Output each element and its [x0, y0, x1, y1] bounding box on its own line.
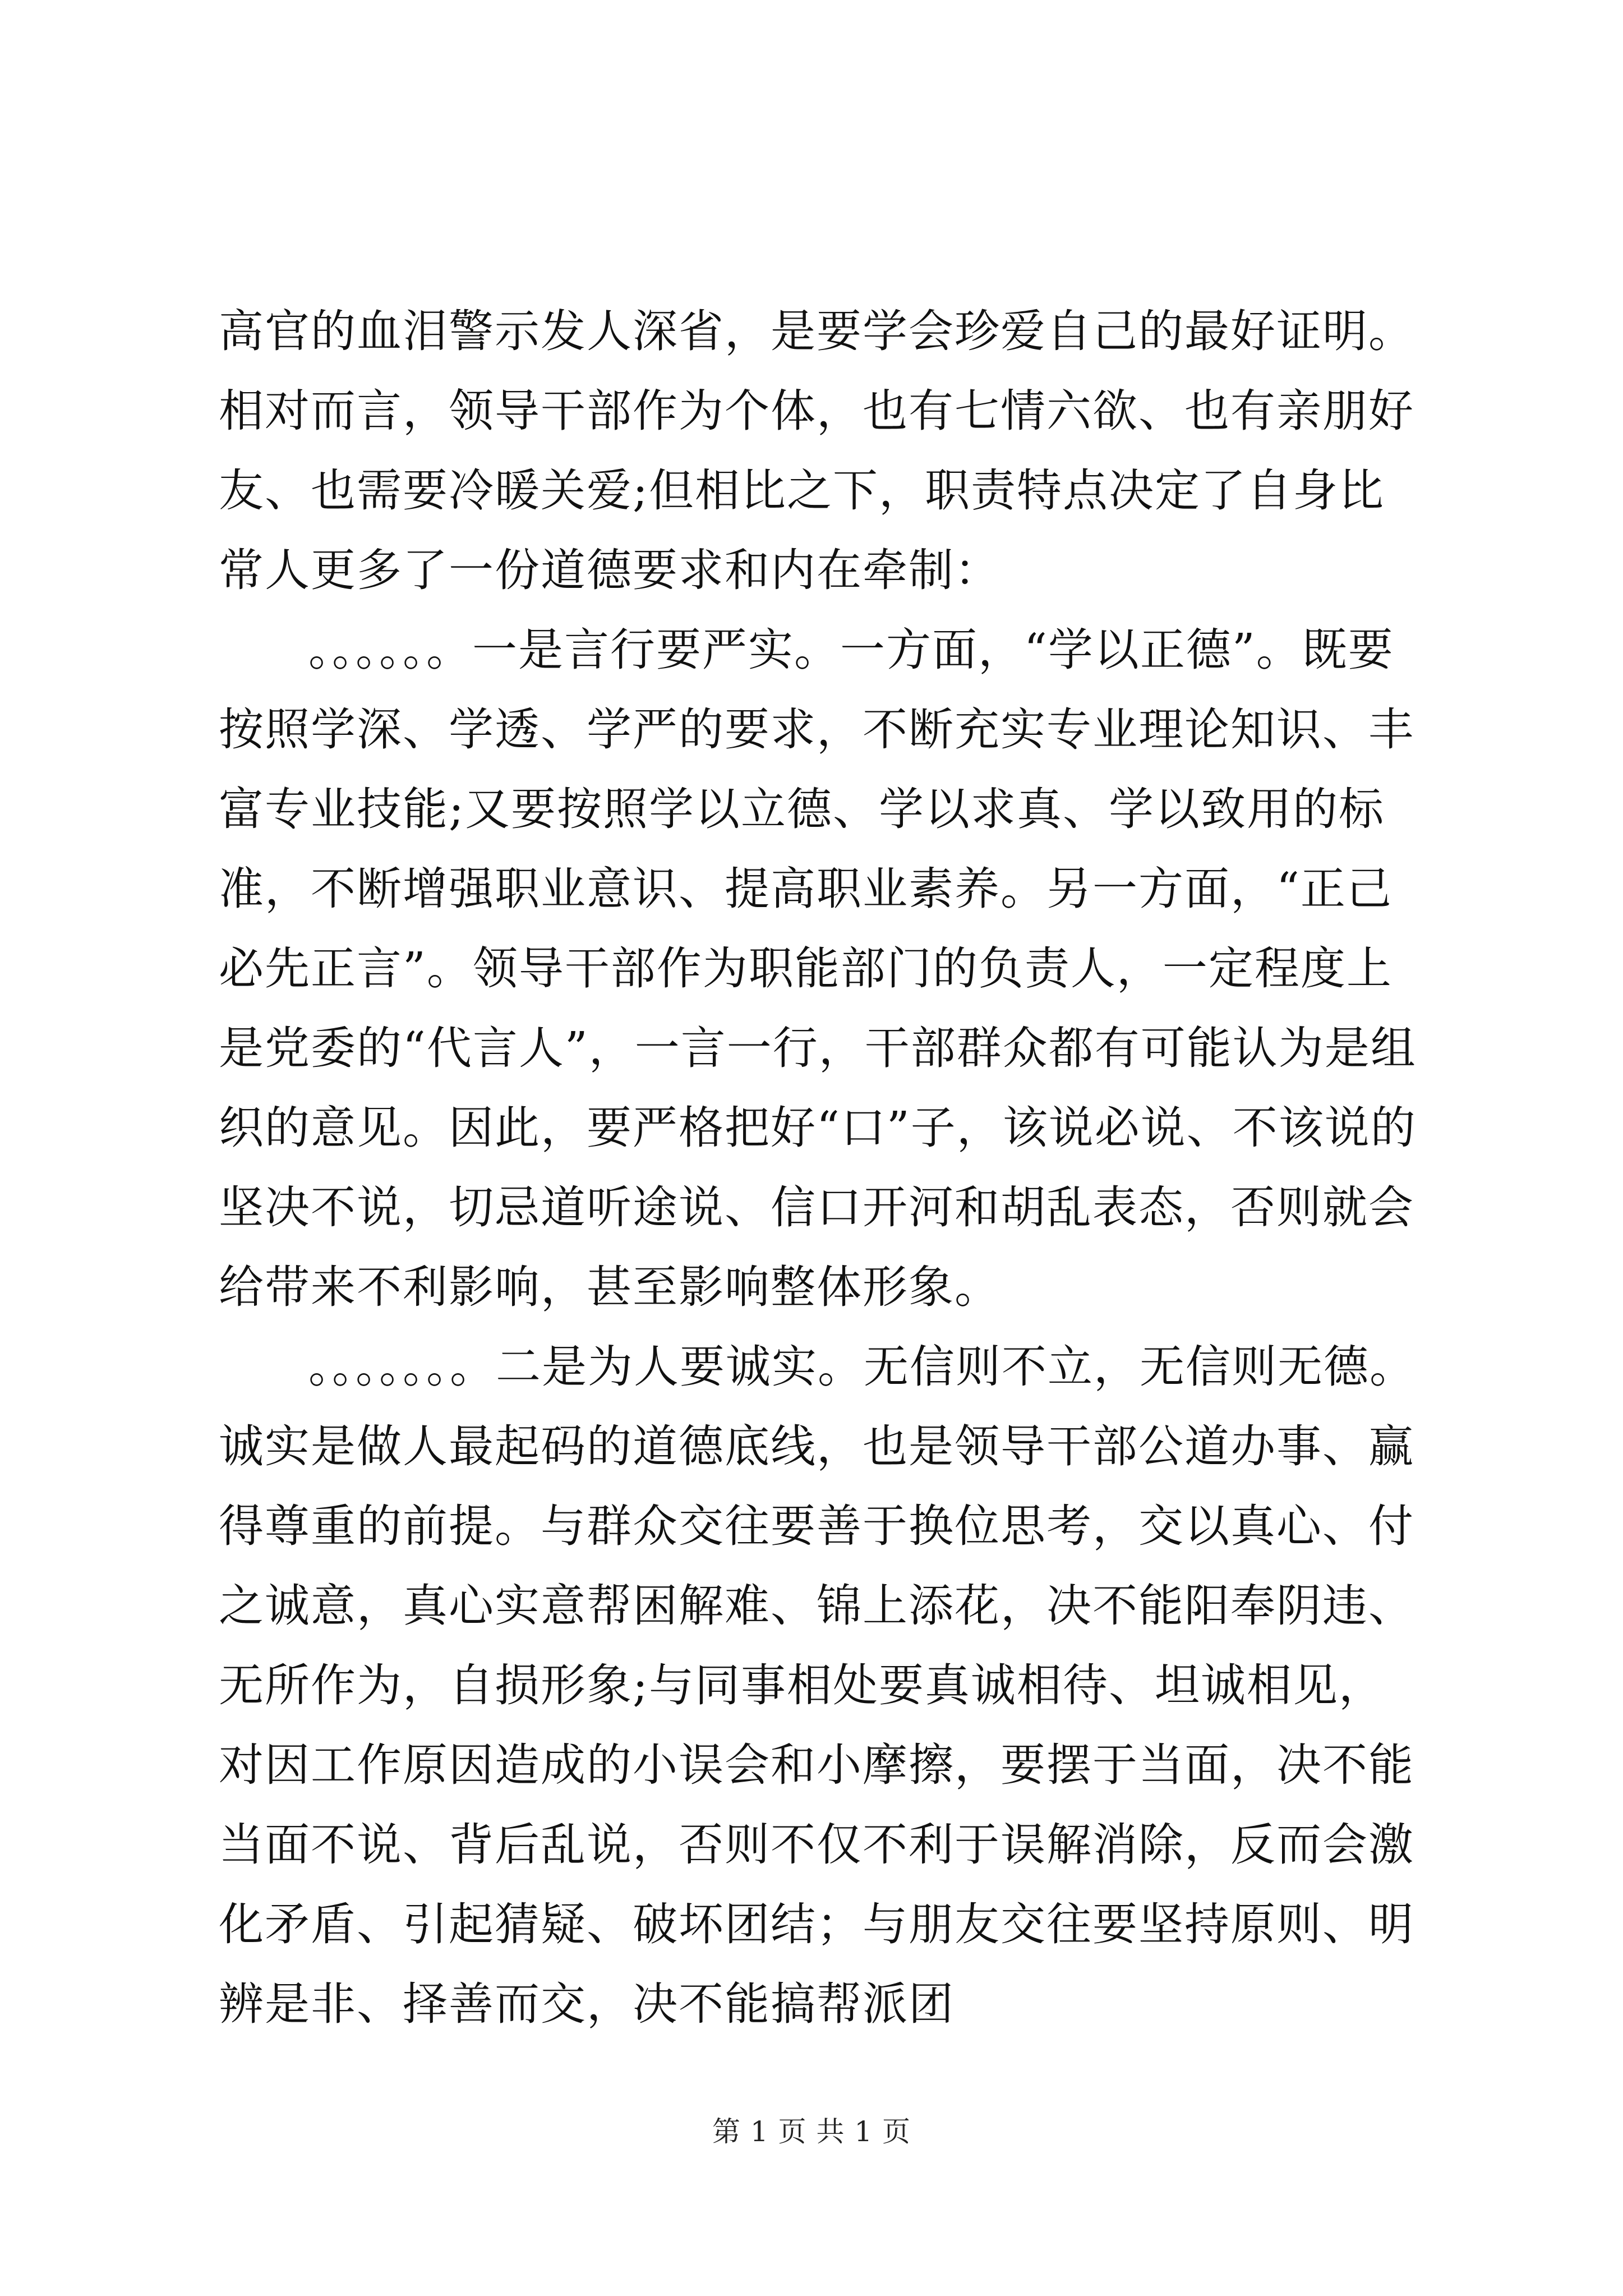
paragraph-speech-conduct: 。。。。。。一是言行要严实。一方面，“学以正德”。既要按照学深、学透、学严的要求，不断充实专业理论知识、丰富专业技能;又要按照学以立德、学以求真、学以致用的标准，不断增强职业意识、提高职业素养。另一方面，“正己必先正言”。领导干部作为职能部门的负责人，一定程度上是党委的“代言人”，一言一行，干部群众都有可能认为是组织的意见。因此，要严格把好“口”子，该说必说、不该说的坚决不说，切忌道听途说、信口开河和胡乱表态，否则就会给带来不利影响，甚至影响整体形象。 — [219, 624, 1417, 1313]
paragraph-honesty: 。。。。。。。二是为人要诚实。无信则不立，无信则无德。诚实是做人最起码的道德底线，也是领导干部公道办事、赢得尊重的前提。与群众交往要善于换位思考，交以真心、付之诚意，真心实意帮困解难、锦上添花，决不能阳奉阴违、无所作为，自损形象;与同事相处要真诚相待、坦诚相见，对因工作原因造成的小误会和小摩擦，要摆于当面，决不能当面不说、背后乱说，否则不仅不利于误解消除，反而会激化矛盾、引起猜疑、破坏团结；与朋友交往要坚持原则、明辨是非、择善而交，决不能搞帮派团 — [219, 1341, 1415, 2030]
paragraph-intro: 高官的血泪警示发人深省，是要学会珍爱自己的最好证明。相对而言，领导干部作为个体，也有七情六欲、也有亲朋好友、也需要冷暖关爱;但相比之下，职责特点决定了自身比常人更多了一份道德要求和内在牵制： — [219, 305, 1414, 596]
page-footer: 第 1 页 共 1 页 — [712, 2115, 911, 2148]
document-body — [219, 292, 1424, 2044]
